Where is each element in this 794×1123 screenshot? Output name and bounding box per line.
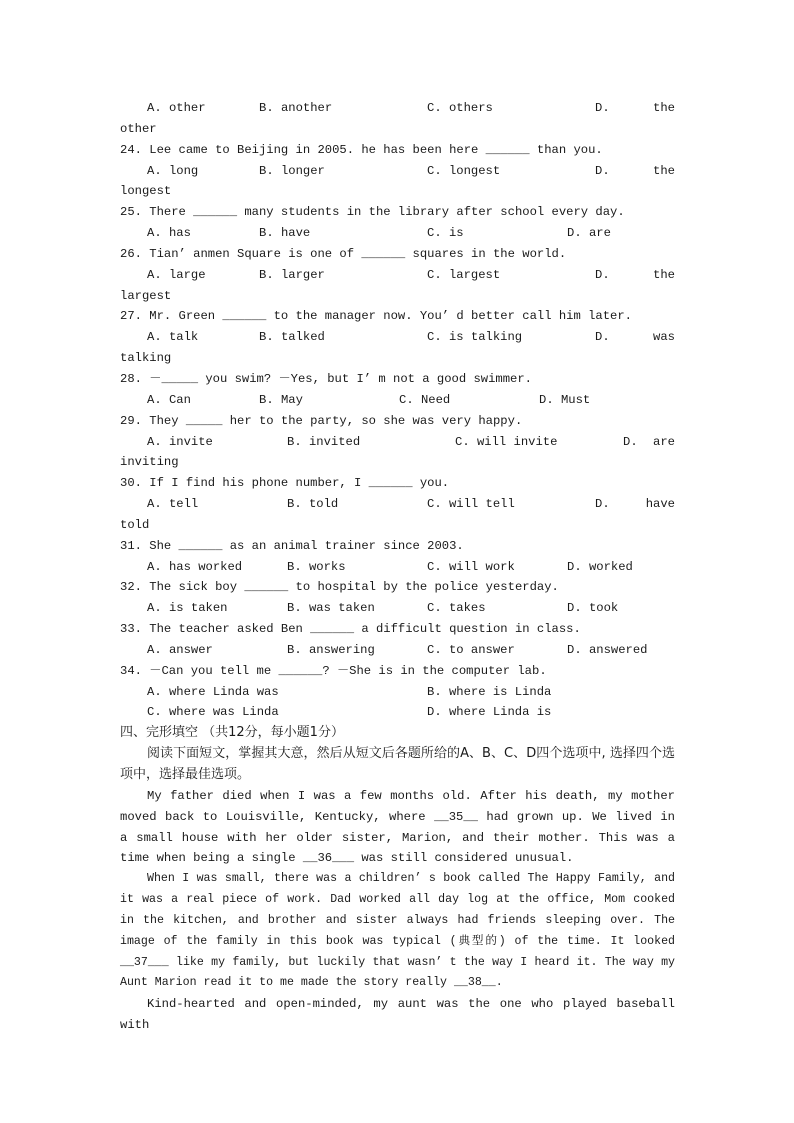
q30-option-d-text: have — [645, 497, 675, 512]
q23-option-a: A. other — [147, 101, 206, 115]
q30-option-d: D. — [595, 497, 610, 512]
q34-option-d: D. where Linda is — [427, 705, 552, 720]
q27-option-d: D. — [595, 330, 610, 345]
q29-option-b: B. invited — [287, 434, 361, 449]
q23-options — [120, 98, 675, 119]
q26-stem: 26. Tian’ anmen Square is one of ______ squares in the world. — [120, 246, 567, 261]
q28-option-a: A. Can — [147, 392, 191, 407]
q24-option-d-wrap: longest — [120, 184, 172, 199]
q30-option-b: B. told — [287, 497, 339, 512]
q34-option-b: B. where is Linda — [427, 684, 552, 699]
q24-option-a: A. long — [147, 163, 199, 178]
q27-options — [120, 327, 675, 348]
q30-option-c: C. will tell — [427, 497, 515, 512]
q29-option-d-wrap: inviting — [120, 455, 179, 470]
q26-option-d-wrap: largest — [120, 288, 172, 303]
q25-option-a: A. has — [147, 226, 191, 241]
q26-option-b: B. larger — [259, 267, 325, 282]
q33-option-d: D. answered — [567, 642, 648, 657]
q30-option-a: A. tell — [147, 497, 199, 512]
q30-stem: 30. If I find his phone number, I ______ you. — [120, 476, 450, 491]
q32-option-a: A. is taken — [147, 601, 228, 616]
exam-page — [120, 98, 675, 1036]
q26-options — [120, 265, 675, 286]
q29-option-d: D. — [623, 434, 638, 449]
passage-paragraph-1: My father died when I was a few months old. After his death, my mother moved back to Louisville, Kentucky, where __35__ had grown up. We lived in a small house with her older sister, Marion, and their mother. This was a time when being a single __36___ was still considered unusual. — [120, 788, 675, 866]
section-instructions: 阅读下面短文，掌握其大意，然后从短文后各题所给的A、B、C、D四个选项中, 选择四个选项中，选择最佳选项。 — [120, 746, 675, 782]
q27-option-d-text: was — [653, 330, 675, 345]
q26-option-a: A. large — [147, 267, 206, 282]
q32-option-d: D. took — [567, 601, 619, 616]
q33-option-b: B. answering — [287, 642, 375, 657]
q26-option-c: C. largest — [427, 267, 501, 282]
q31-option-d: D. worked — [567, 559, 633, 574]
q31-stem: 31. She ______ as an animal trainer since 2003. — [120, 538, 464, 553]
passage-paragraph-2: When I was small, there was a children’ s book called The Happy Family, and it was a real piece of work. Dad worked all day log at the office, Mom cooked in the kitchen, and brother and sister always had friends sleeping over. The image of the family in this book was typical (典型的) of the time. It looked __37___ like my family, but luckily that wasn’ t the way I heard it. The way my Aunt Marion read it to me made the story really __38__. — [120, 872, 675, 990]
q30-option-d-wrap: told — [120, 517, 150, 532]
passage-paragraph-3: Kind-hearted and open-minded, my aunt was the one who played baseball with — [120, 997, 675, 1033]
q31-option-a: A. has worked — [147, 559, 243, 574]
q24-option-c: C. longest — [427, 163, 501, 178]
q32-options — [120, 598, 675, 619]
q33-options — [120, 640, 675, 661]
q27-option-c: C. is talking — [427, 330, 523, 345]
section-heading: 四、完形填空 （共12分，每小题1分） — [120, 725, 344, 741]
q25-option-b: B. have — [259, 226, 311, 241]
q34-option-c: C. where was Linda — [147, 705, 279, 720]
q27-option-b: B. talked — [259, 330, 325, 345]
q26-option-d-text: the — [653, 267, 675, 282]
q23-option-d-text: the — [653, 101, 675, 115]
q27-stem: 27. Mr. Green ______ to the manager now. You’ d better call him later. — [120, 309, 632, 324]
q29-options — [120, 432, 675, 453]
q32-stem: 32. The sick boy ______ to hospital by the police yesterday. — [120, 580, 559, 595]
q32-option-c: C. takes — [427, 601, 486, 616]
q31-option-c: C. will work — [427, 559, 515, 574]
q32-option-b: B. was taken — [287, 601, 375, 616]
q24-stem: 24. Lee came to Beijing in 2005. he has been here ______ than you. — [120, 142, 603, 157]
q28-option-d: D. Must — [539, 392, 591, 407]
q34-options-ab — [120, 682, 675, 703]
q27-option-d-wrap: talking — [120, 351, 172, 366]
q33-stem: 33. The teacher asked Ben ______ a difficult question in class. — [120, 622, 581, 637]
q34-option-a: A. where Linda was — [147, 684, 279, 699]
q28-option-b: B. May — [259, 392, 303, 407]
q33-option-c: C. to answer — [427, 642, 515, 657]
q24-option-d: D. — [595, 163, 610, 178]
q29-stem: 29. They _____ her to the party, so she was very happy. — [120, 413, 523, 428]
q33-option-a: A. answer — [147, 642, 213, 657]
q29-option-a: A. invite — [147, 434, 213, 449]
q25-stem: 25. There ______ many students in the library after school every day. — [120, 205, 625, 220]
q23-option-c: C. others — [427, 101, 493, 115]
q26-option-d: D. — [595, 267, 610, 282]
q23-option-d: D. — [595, 101, 610, 115]
q28-option-c: C. Need — [399, 392, 451, 407]
q24-option-b: B. longer — [259, 163, 325, 178]
q31-options — [120, 557, 675, 578]
q29-option-d-text: are — [653, 434, 675, 449]
q34-stem: 34. －Can you tell me ______? －She is in the computer lab. — [120, 663, 547, 678]
q24-options — [120, 161, 675, 182]
q25-options — [120, 223, 675, 244]
q28-options — [120, 390, 675, 411]
q24-option-d-text: the — [653, 163, 675, 178]
q29-option-c: C. will invite — [455, 434, 558, 449]
q23-option-b: B. another — [259, 101, 333, 115]
q28-stem: 28. －_____ you swim? －Yes, but I’ m not a good swimmer. — [120, 371, 533, 386]
q34-options-cd — [120, 702, 675, 723]
q25-option-d: D. are — [567, 226, 611, 241]
q31-option-b: B. works — [287, 559, 346, 574]
q23-option-d-wrap: other — [120, 121, 157, 136]
q30-options — [120, 494, 675, 515]
q25-option-c: C. is — [427, 226, 464, 241]
q27-option-a: A. talk — [147, 330, 199, 345]
